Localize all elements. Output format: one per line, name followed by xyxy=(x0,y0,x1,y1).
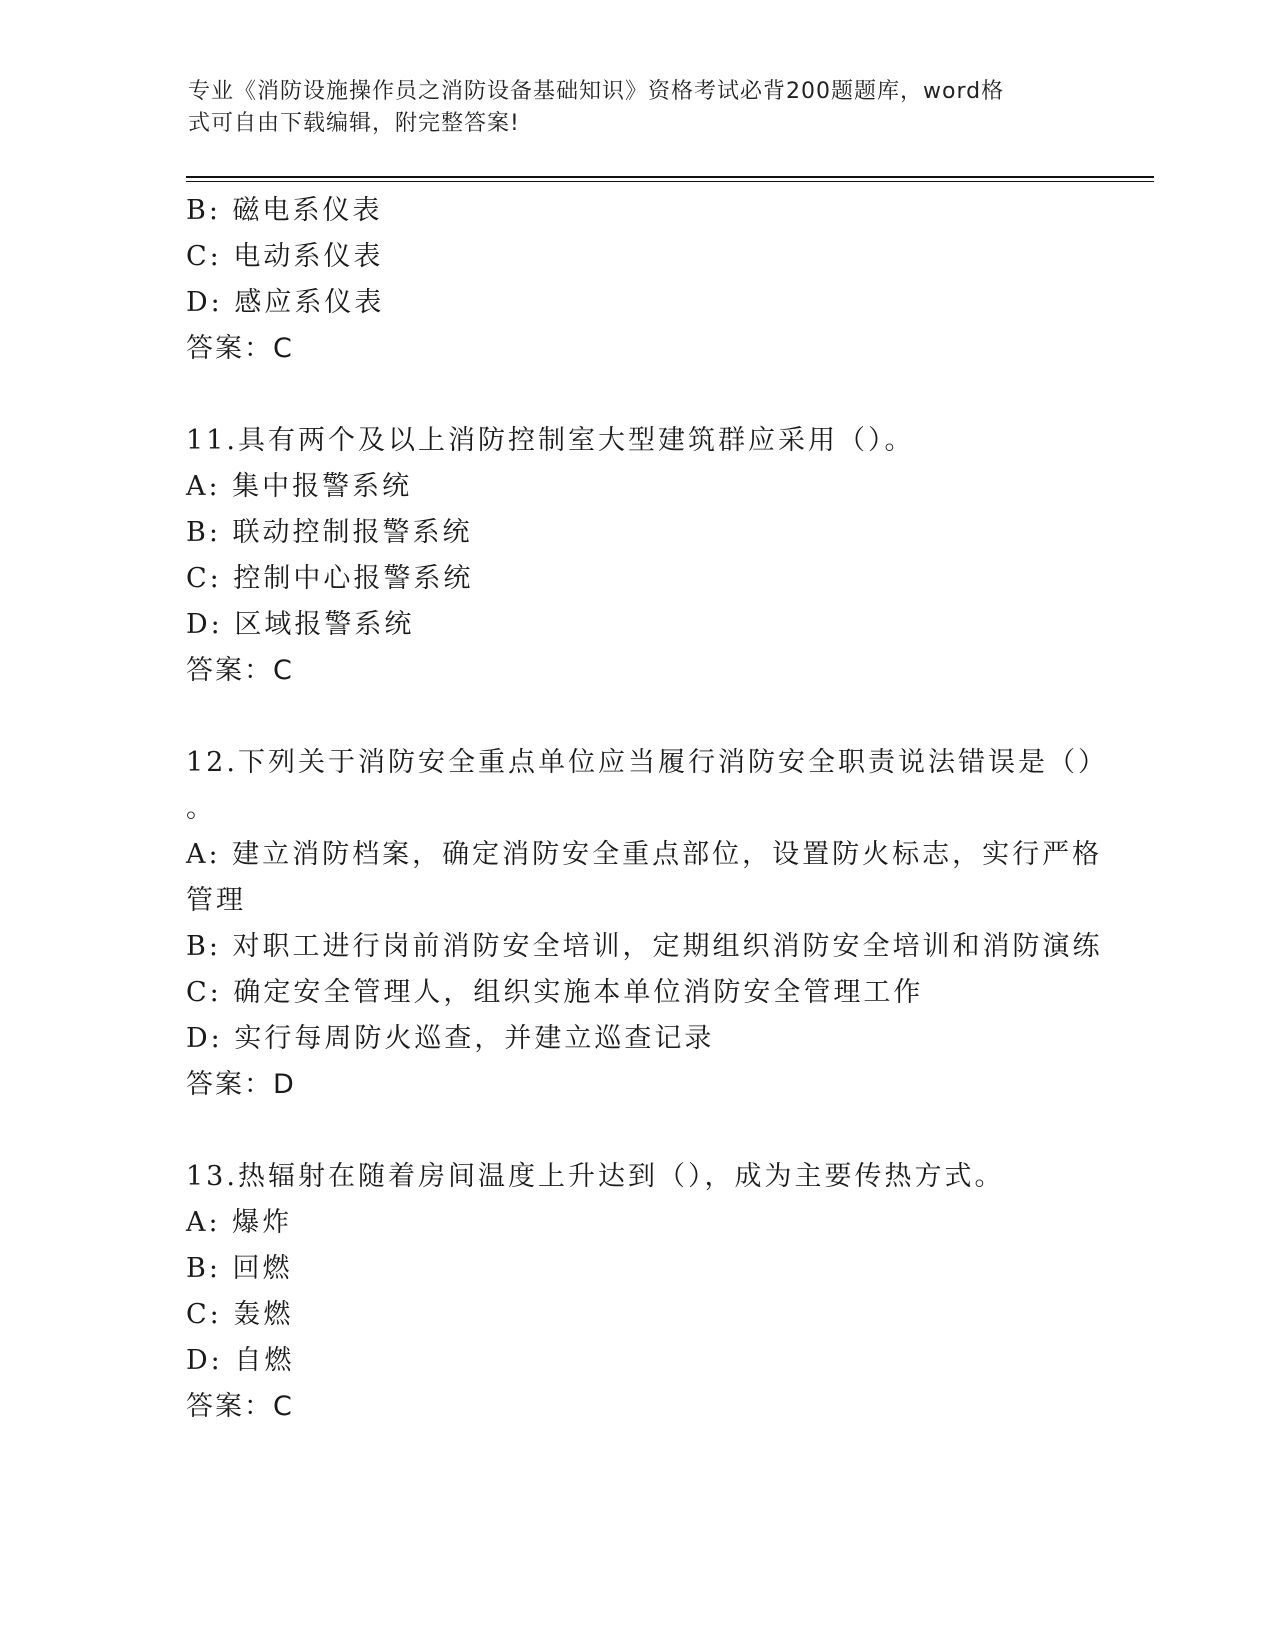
header-line-1: 专业《消防设施操作员之消防设备基础知识》资格考试必背200题题库，word格 xyxy=(188,79,1005,104)
option-c: C: 电动系仪表 xyxy=(186,241,384,272)
option-b: B: 磁电系仪表 xyxy=(186,195,383,226)
answer-label: 答案：C xyxy=(186,333,294,364)
option-a-continuation: 管理 xyxy=(186,885,246,916)
option-c: C: 轰燃 xyxy=(186,1299,294,1330)
question-10 xyxy=(186,188,1086,372)
option-b: B: 联动控制报警系统 xyxy=(186,517,473,548)
spacer xyxy=(186,1108,1086,1154)
question-stem: 13.热辐射在随着房间温度上升达到（），成为主要传热方式。 xyxy=(186,1161,1005,1192)
answer-label: 答案：C xyxy=(186,655,294,686)
option-a: A: 建立消防档案，确定消防安全重点部位，设置防火标志，实行严格 xyxy=(186,839,1103,870)
document-header xyxy=(188,76,1068,140)
option-c: C: 控制中心报警系统 xyxy=(186,563,474,594)
header-divider-thin xyxy=(186,181,1154,182)
option-b: B: 回燃 xyxy=(186,1253,293,1284)
question-stem-continuation: 。 xyxy=(186,793,216,824)
option-d: D: 实行每周防火巡查，并建立巡查记录 xyxy=(186,1023,715,1054)
question-13 xyxy=(186,1154,1086,1430)
option-c: C: 确定安全管理人，组织实施本单位消防安全管理工作 xyxy=(186,977,924,1008)
question-list xyxy=(186,188,1108,1430)
answer-label: 答案：C xyxy=(186,1391,294,1422)
option-d: D: 感应系仪表 xyxy=(186,287,385,318)
header-divider-thick xyxy=(186,176,1154,178)
option-a: A: 爆炸 xyxy=(186,1207,293,1238)
option-a: A: 集中报警系统 xyxy=(186,471,413,502)
spacer xyxy=(186,372,1086,418)
question-stem: 11.具有两个及以上消防控制室大型建筑群应采用（）。 xyxy=(186,425,915,456)
question-stem: 12.下列关于消防安全重点单位应当履行消防安全职责说法错误是（） xyxy=(186,747,1108,778)
header-line-2: 式可自由下载编辑，附完整答案! xyxy=(188,111,520,136)
answer-label: 答案：D xyxy=(186,1069,296,1100)
option-d: D: 自燃 xyxy=(186,1345,295,1376)
option-d: D: 区域报警系统 xyxy=(186,609,415,640)
question-12 xyxy=(186,740,1108,1108)
question-11 xyxy=(186,418,1086,694)
option-b: B: 对职工进行岗前消防安全培训，定期组织消防安全培训和消防演练 xyxy=(186,931,1103,962)
spacer xyxy=(186,694,1086,740)
